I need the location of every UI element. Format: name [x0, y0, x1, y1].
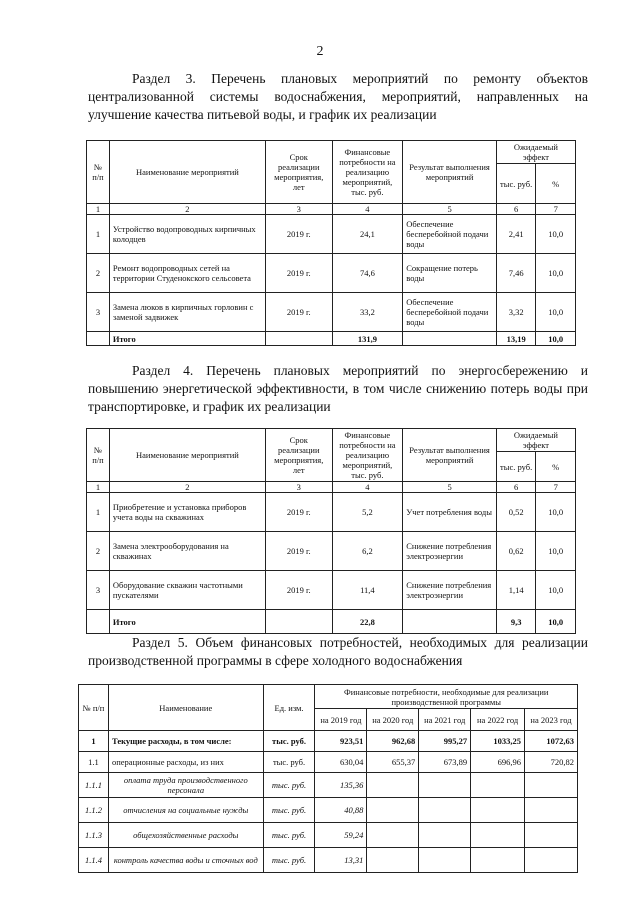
row-unit: тыс. руб.: [263, 773, 315, 798]
row-name: отчисления на социальные нужды: [108, 798, 263, 823]
row-value: 673,89: [419, 752, 471, 773]
row-effect-pct: 10,0: [536, 254, 576, 293]
index-cell: 4: [332, 204, 403, 215]
total-row: [87, 332, 576, 346]
row-value: 135,36: [315, 773, 367, 798]
index-cell: 5: [403, 204, 497, 215]
row-effect-pct: 10,0: [536, 293, 576, 332]
header-num: № п/п: [87, 141, 110, 204]
row-result: Снижение потребления электроэнергии: [403, 571, 497, 610]
row-name: оплата труда производственного персонала: [108, 773, 263, 798]
table-row: [79, 752, 578, 773]
row-num: 1.1.1: [79, 773, 109, 798]
row-value: 720,82: [525, 752, 578, 773]
row-term: 2019 г.: [265, 532, 332, 571]
row-value: [525, 823, 578, 848]
header-effect-rub: тыс. руб.: [496, 164, 536, 204]
header-year: на 2021 год: [419, 709, 471, 731]
index-row: [87, 482, 576, 493]
row-value: [471, 848, 525, 873]
header-name: Наименование мероприятий: [109, 141, 265, 204]
row-unit: тыс. руб.: [263, 823, 315, 848]
row-name: Ремонт водопроводных сетей на территории Студенокского сельсовета: [109, 254, 265, 293]
row-effect-rub: 0,52: [496, 493, 536, 532]
table-row: [87, 571, 576, 610]
row-name: общехозяйственные расходы: [108, 823, 263, 848]
index-cell: 1: [87, 482, 110, 493]
row-value: 1033,25: [471, 731, 525, 752]
total-finance: 22,8: [332, 610, 403, 634]
index-cell: 4: [332, 482, 403, 493]
row-effect-pct: 10,0: [536, 571, 576, 610]
total-label: Итого: [109, 332, 265, 346]
header-year: на 2022 год: [471, 709, 525, 731]
total-effect-pct: 10,0: [536, 610, 576, 634]
table-row: [79, 731, 578, 752]
table-row: [79, 848, 578, 873]
total-row: [87, 610, 576, 634]
row-value: 923,51: [315, 731, 367, 752]
row-result: Обеспечение бесперебойной подачи воды: [403, 293, 497, 332]
table-row: [87, 532, 576, 571]
index-cell: 3: [265, 204, 332, 215]
index-row: [87, 204, 576, 215]
row-unit: тыс. руб.: [263, 798, 315, 823]
row-result: Снижение потребления электроэнергии: [403, 532, 497, 571]
row-name: Замена электрооборудования на скважинах: [109, 532, 265, 571]
row-value: 13,31: [315, 848, 367, 873]
section5-title: Раздел 5. Объем финансовых потребностей, необходимых для реализации производственной программы в сфере холодного водоснабжения: [88, 635, 588, 668]
table-row: [79, 773, 578, 798]
header-effect-pct: %: [536, 164, 576, 204]
table-row: [87, 293, 576, 332]
row-value: 696,96: [471, 752, 525, 773]
row-finance: 74,6: [332, 254, 403, 293]
row-finance: 33,2: [332, 293, 403, 332]
header-effect-pct: %: [536, 452, 576, 482]
row-num: 1: [87, 493, 110, 532]
row-result: Сокращение потерь воды: [403, 254, 497, 293]
row-effect-rub: 2,41: [496, 215, 536, 254]
row-name: Текущие расходы, в том числе:: [108, 731, 263, 752]
total-effect-rub: 9,3: [496, 610, 536, 634]
header-year: на 2023 год: [525, 709, 578, 731]
row-term: 2019 г.: [265, 571, 332, 610]
header-num: № п/п: [79, 685, 109, 731]
row-num: 1: [87, 215, 110, 254]
header-year: на 2020 год: [367, 709, 419, 731]
header-result: Результат выполнения мероприятий: [403, 429, 497, 482]
row-value: [367, 773, 419, 798]
section4-table: [86, 428, 576, 634]
row-effect-rub: 7,46: [496, 254, 536, 293]
header-term: Срок реализации мероприятия, лет: [265, 429, 332, 482]
row-value: [525, 773, 578, 798]
section3-title: Раздел 3. Перечень плановых мероприятий по ремонту объектов централизованной системы водоснабжения, мероприятий, направленных на улучшение качества питьевой воды, и график их реализации: [88, 71, 588, 122]
header-name: Наименование мероприятий: [109, 429, 265, 482]
page-number: 2: [316, 44, 324, 59]
header-name: Наименование: [108, 685, 263, 731]
row-num: 3: [87, 571, 110, 610]
index-cell: 3: [265, 482, 332, 493]
row-value: [419, 798, 471, 823]
row-value: [367, 848, 419, 873]
row-effect-rub: 1,14: [496, 571, 536, 610]
total-finance: 131,9: [332, 332, 403, 346]
header-year: на 2019 год: [315, 709, 367, 731]
row-effect-pct: 10,0: [536, 532, 576, 571]
index-cell: 1: [87, 204, 110, 215]
row-num: 1.1.2: [79, 798, 109, 823]
row-value: [471, 823, 525, 848]
row-value: [419, 773, 471, 798]
index-cell: 5: [403, 482, 497, 493]
index-cell: 6: [496, 204, 536, 215]
row-value: [525, 798, 578, 823]
row-num: 3: [87, 293, 110, 332]
section5-table: [78, 684, 578, 873]
row-num: 1.1.3: [79, 823, 109, 848]
header-effect: Ожидаемый эффект: [496, 141, 575, 164]
row-effect-rub: 3,32: [496, 293, 536, 332]
row-unit: тыс. руб.: [263, 752, 315, 773]
row-value: [525, 848, 578, 873]
row-term: 2019 г.: [265, 293, 332, 332]
total-effect-pct: 10,0: [536, 332, 576, 346]
table-row: [79, 823, 578, 848]
table-row: [79, 798, 578, 823]
row-num: 1.1: [79, 752, 109, 773]
total-label: Итого: [109, 610, 265, 634]
total-effect-rub: 13,19: [496, 332, 536, 346]
row-unit: тыс. руб.: [263, 848, 315, 873]
row-name: операционные расходы, из них: [108, 752, 263, 773]
row-result: Учет потребления воды: [403, 493, 497, 532]
row-term: 2019 г.: [265, 254, 332, 293]
index-cell: 2: [109, 204, 265, 215]
header-effect: Ожидаемый эффект: [496, 429, 575, 452]
row-value: [367, 798, 419, 823]
row-finance: 24,1: [332, 215, 403, 254]
section3-table: [86, 140, 576, 346]
header-finance: Финансовые потребности на реализацию мероприятий, тыс. руб.: [332, 141, 403, 204]
row-value: [471, 773, 525, 798]
row-num: 1.1.4: [79, 848, 109, 873]
row-value: [367, 823, 419, 848]
row-effect-rub: 0,62: [496, 532, 536, 571]
row-name: Замена люков в кирпичных горловин с заменой задвижек: [109, 293, 265, 332]
table-row: [87, 493, 576, 532]
row-term: 2019 г.: [265, 215, 332, 254]
header-unit: Ед. изм.: [263, 685, 315, 731]
row-term: 2019 г.: [265, 493, 332, 532]
row-value: 995,27: [419, 731, 471, 752]
row-result: Обеспечение бесперебойной подачи воды: [403, 215, 497, 254]
index-cell: 7: [536, 482, 576, 493]
row-name: Устройство водопроводных кирпичных колодцев: [109, 215, 265, 254]
index-cell: 2: [109, 482, 265, 493]
row-name: Оборудование скважин частотными пускателями: [109, 571, 265, 610]
table-row: [87, 215, 576, 254]
row-value: 655,37: [367, 752, 419, 773]
row-value: [419, 848, 471, 873]
row-finance: 11,4: [332, 571, 403, 610]
row-num: 1: [79, 731, 109, 752]
header-finance: Финансовые потребности, необходимые для реализации производственной программы: [315, 685, 578, 709]
header-finance: Финансовые потребности на реализацию мероприятий, тыс. руб.: [332, 429, 403, 482]
section4-title: Раздел 4. Перечень плановых мероприятий по энергосбережению и повышению энергетической эффективности, в том числе снижению потерь воды при транспортировке, и график их реализации: [88, 363, 588, 414]
index-cell: 6: [496, 482, 536, 493]
header-term: Срок реализации мероприятия, лет: [265, 141, 332, 204]
row-name: контроль качества воды и сточных вод: [108, 848, 263, 873]
row-value: 59,24: [315, 823, 367, 848]
row-value: [419, 823, 471, 848]
row-num: 2: [87, 254, 110, 293]
table-row: [87, 254, 576, 293]
header-num: № п/п: [87, 429, 110, 482]
row-value: 1072,63: [525, 731, 578, 752]
row-value: [471, 798, 525, 823]
row-unit: тыс. руб.: [263, 731, 315, 752]
header-effect-rub: тыс. руб.: [496, 452, 536, 482]
row-effect-pct: 10,0: [536, 493, 576, 532]
row-effect-pct: 10,0: [536, 215, 576, 254]
row-name: Приобретение и установка приборов учета воды на скважинах: [109, 493, 265, 532]
row-finance: 6,2: [332, 532, 403, 571]
row-finance: 5,2: [332, 493, 403, 532]
row-value: 962,68: [367, 731, 419, 752]
row-value: 40,88: [315, 798, 367, 823]
index-cell: 7: [536, 204, 576, 215]
row-value: 630,04: [315, 752, 367, 773]
header-result: Результат выполнения мероприятий: [403, 141, 497, 204]
row-num: 2: [87, 532, 110, 571]
